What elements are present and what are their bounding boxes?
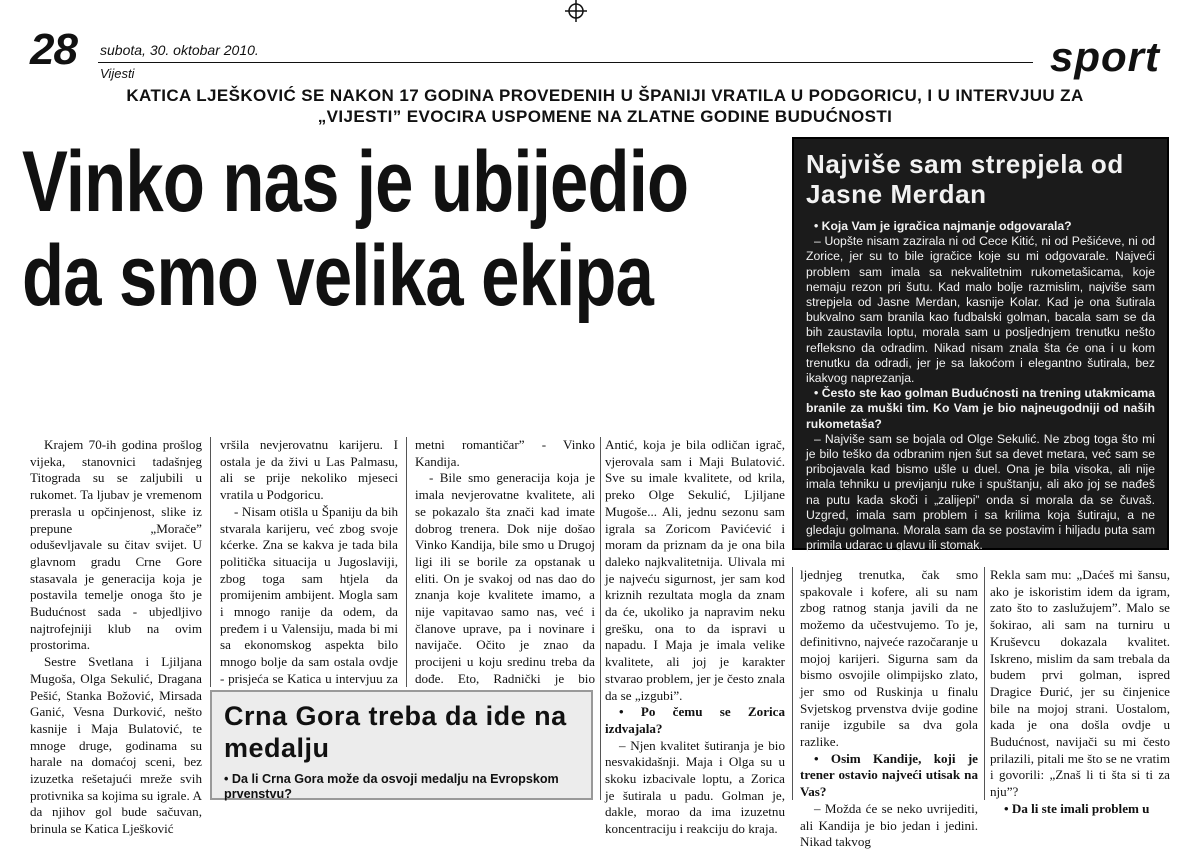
kicker-line-1: KATICA LJEŠKOVIĆ SE NAKON 17 GODINA PROVEDENIH U ŠPANIJI VRATILA U PODGORICU, I U INTERVJUU ZA [126, 86, 1084, 105]
column-divider [984, 567, 985, 800]
sidebar-question-2: • Često ste kao golman Budućnosti na trening utakmicama branile za muški tim. Ko Vam je bio najneugodniji od naših rukometaša? [806, 386, 1155, 431]
article-column-3 [415, 437, 595, 692]
kicker-line-2: „VIJESTI” EVOCIRA USPOMENE NA ZLATNE GODINE BUDUĆNOSTI [317, 107, 893, 126]
column-5-paragraph-1: ljednjeg trenutka, čak smo spakovale i kofere, ali su nam zbog ratnog stanja javili da ne možemo da učestvujemo. To je, definitivno, najveće razočaranje u mojoj karijeri. Sigurna sam da bismo osvojile olimpijsko zlato, jer smo od Ruskinja u finalu Svjetskog prvenstva dvije godine ranije izgubile sa dva gola razlike. [800, 567, 978, 750]
column-6-question: • Da li ste imali problem u [1004, 800, 1150, 816]
medal-box-title: Crna Gora treba da ide na medalju [224, 701, 567, 763]
column-4-paragraph-1: Antić, koja je bila odličan igrač, vjerovala sam i Maji Bulatović. Sve su imale kvalitete, od krila, preko Olge Sekulić, Ljiljane Mugoše... Ali, jednu sezonu sam igrala sa Zoricom Pavićević i moram da priznam da je ona bila daleko najkvalitetnija. Ulivala mi je najveću sigurnost, jer sam kod kriznih rezultata mogla da znam da će, ukoliko ja napravim neku grešku, ona to da ispravi u napadu. I Maja je imala velike kvalitete, ali joj je karakter stvarao problem, jer je često znala da se „izgubi”. [605, 437, 785, 703]
article-column-2 [220, 437, 398, 692]
publication-name: Vijesti [100, 66, 135, 81]
issue-date: subota, 30. oktobar 2010. [100, 42, 259, 58]
headline-line-1: Vinko nas je ubijedio [22, 134, 689, 230]
medal-box-question: • Da li Crna Gora može da osvoji medalju na Evropskom prvenstvu? [224, 772, 559, 801]
header-rule [98, 62, 1033, 63]
headline-line-2: da smo velika ekipa [22, 228, 654, 324]
column-divider [406, 437, 407, 687]
column-1-paragraph-2: Sestre Svetlana i Ljiljana Mugoša, Olga Sekulić, Dragana Pešić, Stanka Božović, Mirsada Ganić, Vesna Durković, nešto kasnije i Maja Bulatović, te mnoge druge, godinama su harale na domaćoj sceni, bez izuzetka rešetajući mreže svih protivnika sa kojima su igrale. A da njihov gol bude sačuvan, brinula se Katica Lješković [30, 654, 202, 837]
article-column-6 [990, 567, 1170, 816]
sidebar-answer-2: – Najviše sam se bojala od Olge Sekulić. Ne zbog toga što mi je bilo teško da odbranim njen šut sa devet metara, već sam se pribojavala kad bismo ušle u duel. Ona je bila visoka, ali nije imala tehniku u previjanju ruke i spuštanju, ali ako joj se nađeš na putu kada skoči i „zalijepi” onda si morala da se čuvaš. Uzgred, imala sam problem i sa krilima koja šutiraju, a ne gledaju golmana. Morala sam da se postavim i hiljadu puta sam primila udarac u glavu ili stomak. [806, 431, 1155, 553]
registration-mark-icon [565, 0, 587, 22]
column-2-paragraph-1: vršila nevjerovatnu karijeru. I ostala je da živi u Las Palmasu, ali se prije nekoliko mjeseci vratila u Podgoricu. [220, 437, 398, 503]
sidebar-title: Najviše sam strepjela od Jasne Merdan [806, 149, 1124, 209]
sidebar-answer-1: – Uopšte nisam zazirala ni od Cece Kitić, ni od Pešićeve, ni od Zorice, jer su to bile igračice koje su mi odgovarale. Najveći problem sam imala sa nekvalitetnim rukometašicama, koje nemaju rezon pri šutu. Kad malo bolje razmislim, najviše sam strepjela od Jasne Merdan, kasnije Kolar. Kad je ona šutirala bukvalno sam branila kao fudbalski golman, bacala sam se da bih zaustavila loptu, morala sam u posljednjem trenutku nešto refleksno da odradim. Nikad nisam znala šta će ona i u kom trenutku da odradi, jer je sa lakoćom i elegantno šutirala, bez ikakvog naprezanja. [806, 234, 1155, 386]
column-5-question: • Osim Kandije, koji je trener ostavio najveći utisak na Vas? [800, 750, 978, 800]
column-divider [792, 567, 793, 800]
article-column-5 [800, 567, 978, 850]
page-number: 28 [30, 25, 77, 74]
column-divider [600, 437, 601, 800]
column-divider [210, 437, 211, 687]
section-title: sport [1050, 33, 1160, 80]
column-5-paragraph-2: – Možda će se neko uvrijediti, ali Kandija je bio jedan i jedini. Nikad takvog [800, 800, 978, 850]
article-column-4 [605, 437, 785, 837]
column-3-paragraph-1: metni romantičar” - Vinko Kandija. [415, 437, 595, 469]
article-kicker [40, 85, 1170, 127]
sidebar-body [806, 219, 1155, 553]
article-column-1 [30, 437, 202, 837]
column-1-paragraph-1: Krajem 70-ih godina prošlog vijeka, stanovnici tadašnjeg Titograda su se zaljubili u rukomet. Ta ljubav je vremenom prerasla u opčinjenost, slike iz prepune „Morače” oduševljavale su čitav svijet. U glavnom gradu Crne Gore stasavala je generacija koja je postavila temelje onoga što je Budućnost sada - ubjedljivo najtrofejniji klub na ovim prostorima. [30, 437, 202, 653]
sidebar-question-1: • Koja Vam je igračica najmanje odgovarala? [814, 219, 1072, 233]
medal-sidebar-box [210, 690, 593, 800]
column-4-question: • Po čemu se Zorica izdvajala? [605, 704, 785, 736]
column-6-paragraph-1: Rekla sam mu: „Daćeš mi šansu, ako je iskoristim idem da igram, zato što to zaslužujem”. Malo se šokirao, ali sam na turniru u Kruševcu dokazala kvalitet. Iskreno, mislim da sam trebala da budem prvi golman, ispred Dragice Đurić, jer su činjenice bile na mojoj strani. Uostalom, kada je ona došla ovdje u Budućnost, navijači su mi često prilazili, pitali me što se ne vratim i govorili: „Znaš li ti šta si ti za nju”? [990, 567, 1170, 800]
sidebar-interview-box [792, 137, 1169, 553]
column-2-paragraph-2: - Nisam otišla u Španiju da bih stvarala karijeru, već zbog svoje kćerke. Zna se kakva je tada bila politička situacija u Jugoslaviji, zbog toga sam htjela da promijenim ambijent. Mogla sam i mnogo ranije da odem, da pređem i u Valensiju, mada bi mi sa ekonomskog aspekta bilo mnogo bolje da sam ostala ovdje - prisjeća se Katica u intervjuu za [220, 503, 398, 686]
column-3-paragraph-2: - Bile smo generacija koja je imala nevjerovatne kvalitete, ali se pokazalo šta znači kad imate dobrog trenera. Dok nije došao Vinko Kandija, bile smo u Drugoj ligi ili se borile za opstanak u eliti. On je svakoj od nas dao do znanja koje kvalitete imamo, a nije vapitavao samo nas, već i članove uprave, pa i novinare i navijače. Očito je znao da procijeni u koju sredinu treba da dođe. Eto, Radnički je bio [415, 470, 595, 686]
column-4-paragraph-2: – Njen kvalitet šutiranja je bio nesvakidašnji. Maja i Olga su u skoku izbacivale loptu, a Zorica je šutirala u padu. Golman je, dakle, morao da ima izuzetnu koncentraciju i reakciju do kraja. [605, 737, 785, 837]
article-headline [22, 134, 689, 324]
